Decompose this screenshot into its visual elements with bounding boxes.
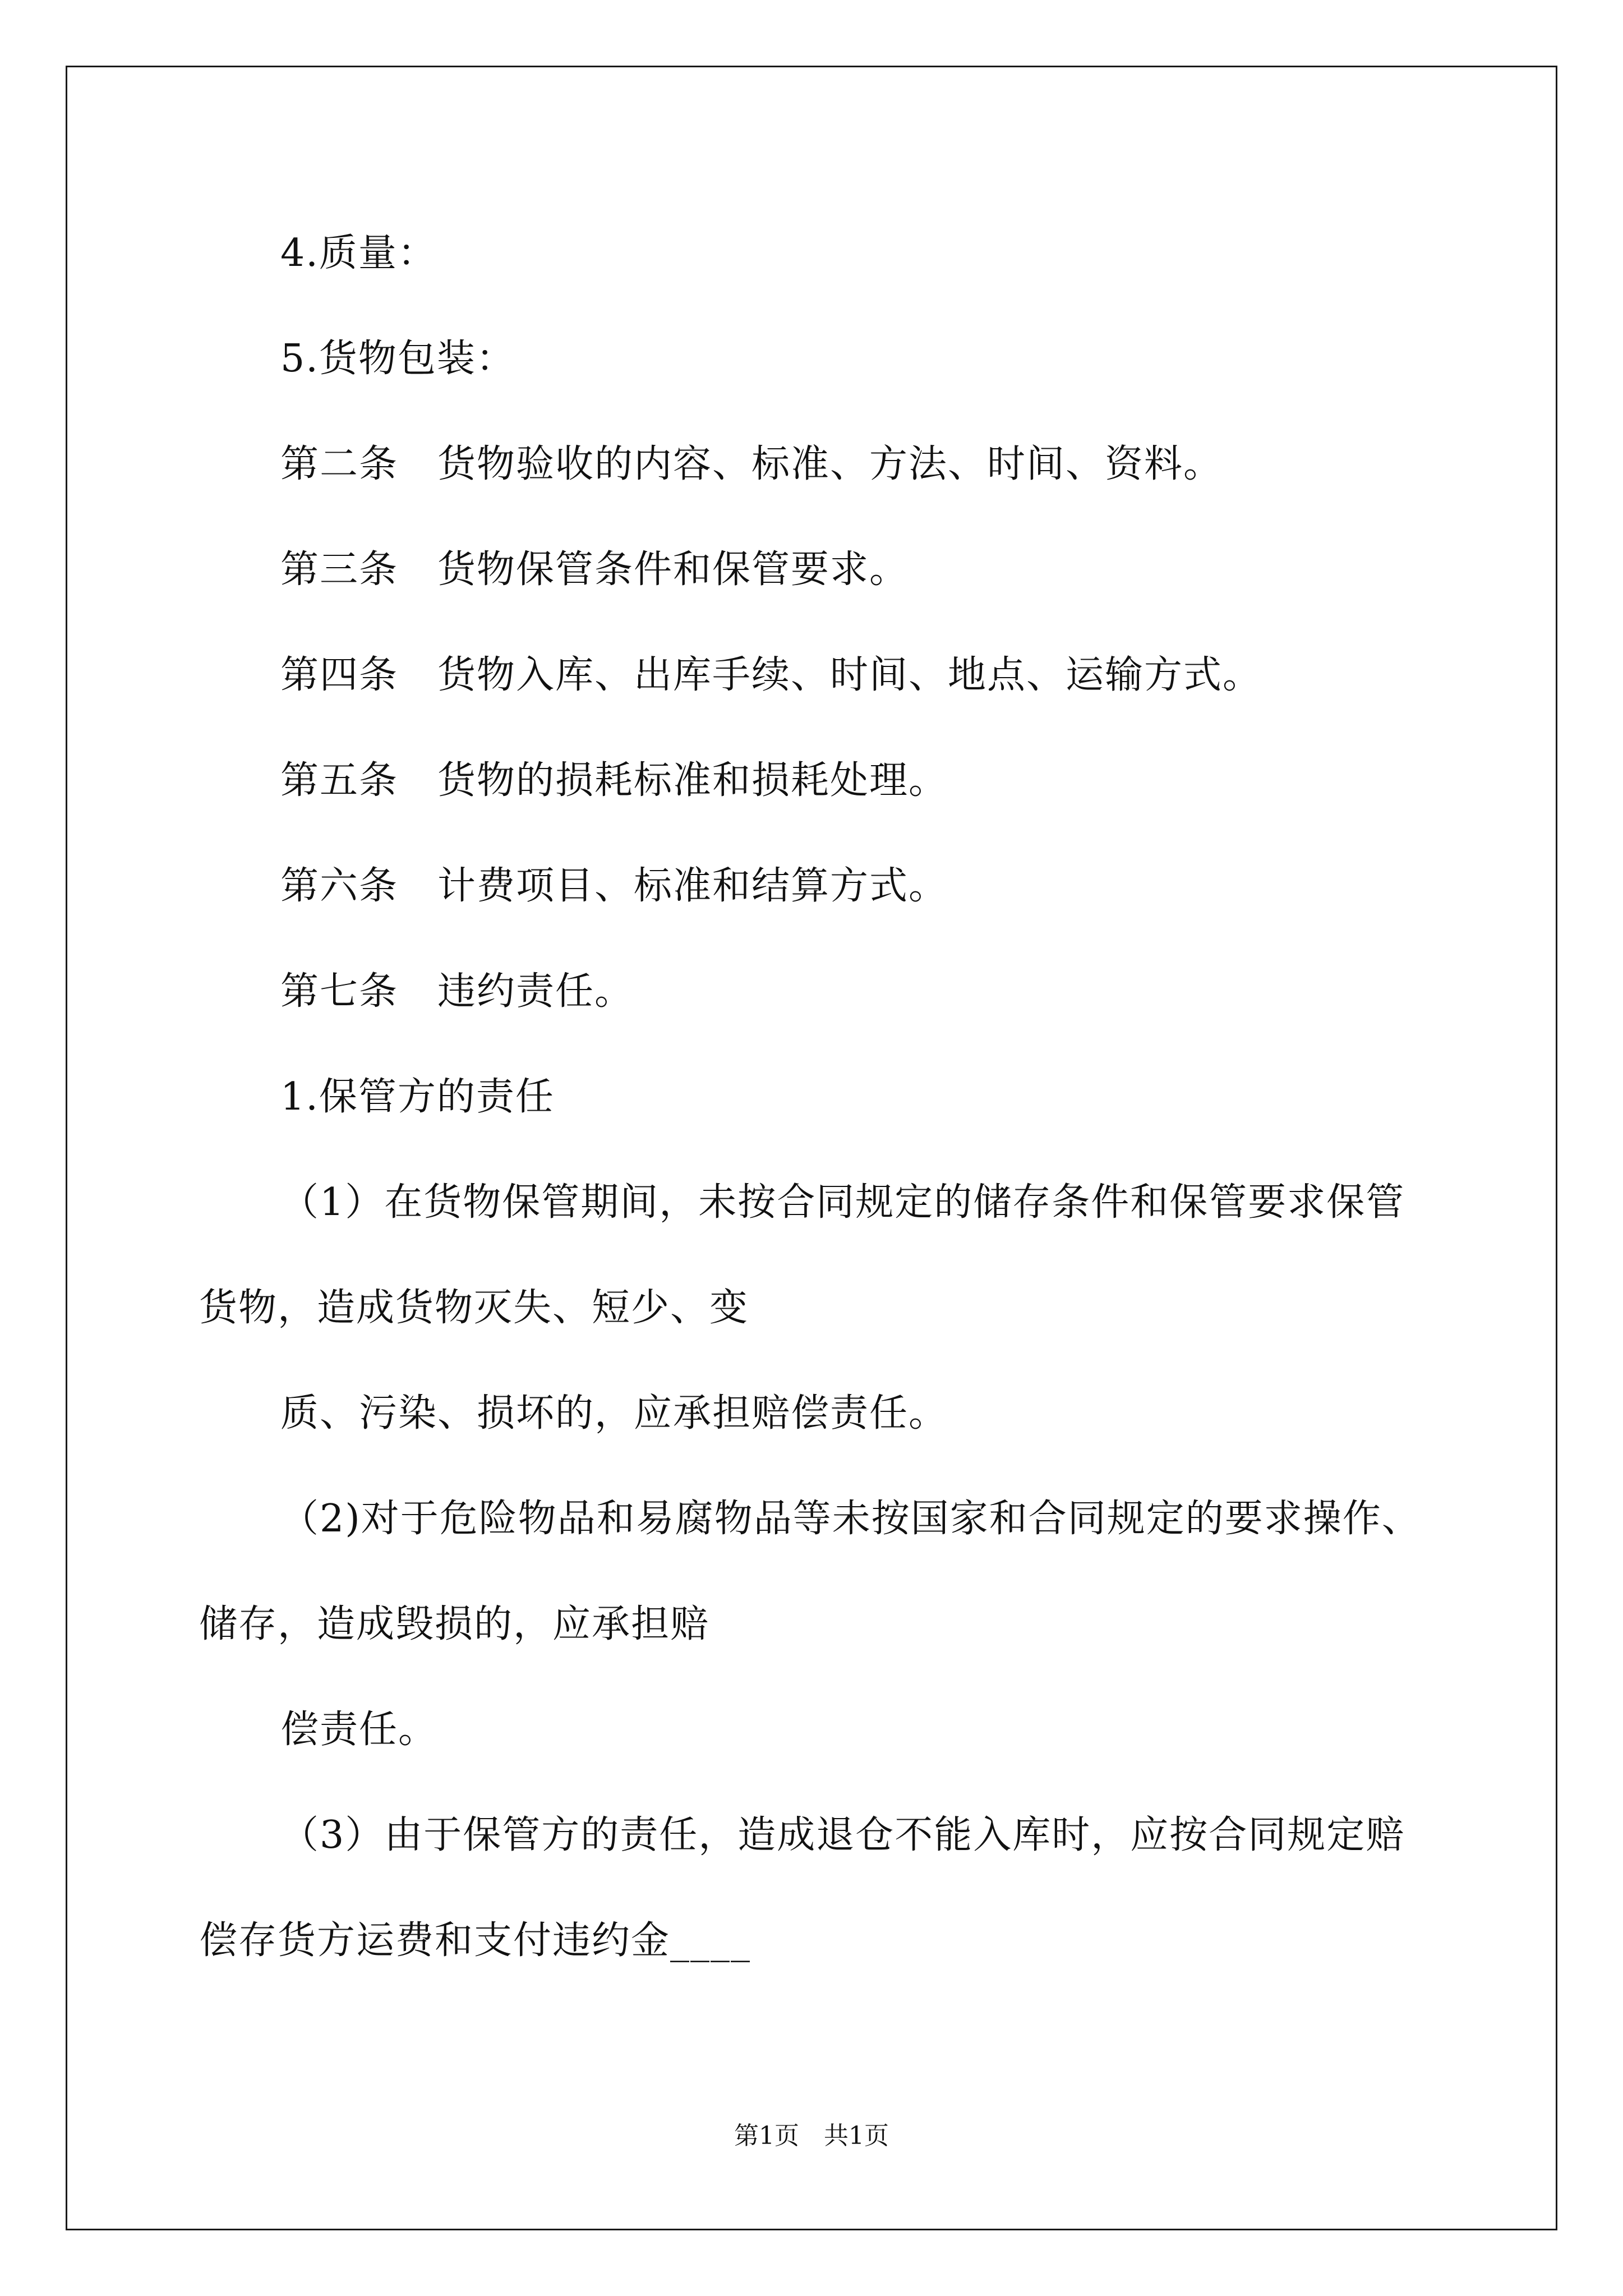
text-line-clause-2c: 偿责任。 [280,1708,438,1752]
text-line-packaging: 5.货物包装： [280,337,515,381]
text-line-clause-1b: 货物，造成货物灭失、短少、变 [199,1286,749,1330]
text-line-article-3: 第三条 货物保管条件和保管要求。 [280,547,909,592]
text-line-article-6: 第六条 计费项目、标准和结算方式。 [280,864,948,908]
text-line-clause-1c: 质、污染、损坏的，应承担赔偿责任。 [280,1391,948,1435]
text-line-clause-2b: 储存，造成毁损的，应承担赔 [199,1602,710,1646]
text-line-quality: 4.质量： [280,231,437,275]
text-line-clause-2a: （2)对于危险物品和易腐物品等未按国家和合同规定的要求操作、 [280,1497,1421,1541]
text-line-article-7: 第七条 违约责任。 [280,969,634,1014]
text-line-clause-3b: 偿存货方运费和支付违约金____ [199,1918,751,1963]
text-line-clause-1a: （1）在货物保管期间，未按合同规定的储存条件和保管要求保管 [280,1180,1405,1225]
text-line-article-2: 第二条 货物验收的内容、标准、方法、时间、资料。 [280,442,1223,486]
page-border [66,66,1557,2230]
text-line-article-5: 第五条 货物的损耗标准和损耗处理。 [280,758,948,803]
text-line-clause-3a: （3）由于保管方的责任，造成退仓不能入库时，应按合同规定赔 [280,1813,1405,1857]
page-footer: 第1页 共1页 [734,2122,889,2150]
text-line-custodian-duty: 1.保管方的责任 [280,1075,555,1119]
text-line-article-4: 第四条 货物入库、出库手续、时间、地点、运输方式。 [280,653,1262,697]
